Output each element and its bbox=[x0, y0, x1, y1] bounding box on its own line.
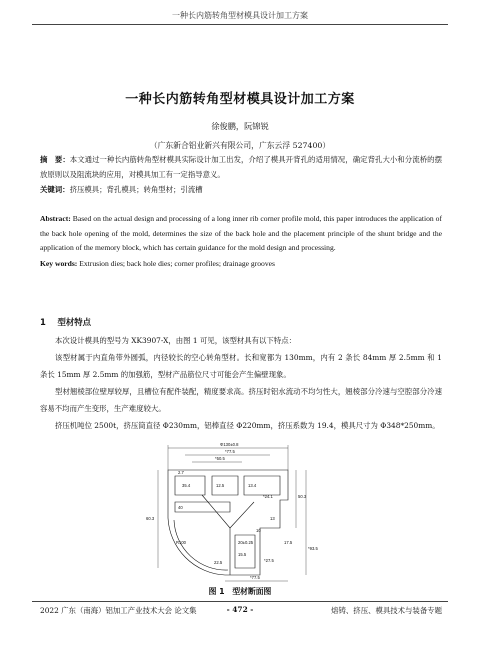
dim-50-5: *50.5 bbox=[215, 456, 225, 461]
dim-77-5: *77.5 bbox=[225, 449, 235, 454]
section-title: 型材特点 bbox=[57, 317, 91, 327]
abstract-en-label: Abstract: bbox=[40, 214, 71, 223]
paper-affiliation: （广东新合铝业新兴有限公司，广东云浮 527400） bbox=[149, 141, 331, 150]
section-number: 1 bbox=[40, 317, 46, 327]
header-rule bbox=[32, 24, 448, 25]
page-number: - 472 - bbox=[226, 605, 254, 614]
dim-12-5: 12.5 bbox=[216, 483, 225, 488]
dim-20: 20±0.25 bbox=[238, 540, 254, 545]
dim-50-3: 50.3 bbox=[298, 494, 307, 499]
keywords-cn bbox=[40, 183, 442, 198]
footer-topic: 熔铸、挤压、模具技术与装备专题 bbox=[331, 606, 442, 615]
abstract-en bbox=[40, 212, 442, 256]
abstract-en-text: Based on the actual design and processing of a long inner rib corner profile mold, this paper introduces the application of the back hole opening of the mold, determines the size of the back hole and the placement principle of the shunt bridge and the application of the memory block, which has certain guidance for the mold design and processing. bbox=[40, 214, 442, 253]
dimension-lines bbox=[158, 445, 306, 581]
paper-authors: 徐俊鹏，阮锦锐 bbox=[211, 121, 269, 131]
abstract-cn bbox=[40, 153, 442, 182]
dim-27-5: *27.5 bbox=[264, 558, 274, 563]
dim-35-4: 35.4 bbox=[182, 483, 191, 488]
dim-2-7: 2.7 bbox=[178, 470, 184, 475]
keywords-cn-label: 关键词： bbox=[40, 185, 70, 194]
paper-title: 一种长内筋转角型材模具设计加工方案 bbox=[125, 92, 355, 107]
figure-caption: 图 1 型材断面图 bbox=[208, 587, 272, 596]
dim-r100: R100 bbox=[176, 540, 187, 545]
body-paragraph: 挤压机吨位 2500t，挤压筒直径 Φ230mm，铝棒直径 Φ220mm，挤压系数为 19.4，模具尺寸为 Φ348*250mm。 bbox=[55, 421, 440, 430]
keywords-cn-text: 挤压模具；背孔模具；转角型材；引流槽 bbox=[69, 185, 203, 194]
dim-22-5: 22.5 bbox=[214, 560, 223, 565]
dim-60-3: 60.3 bbox=[146, 516, 155, 521]
body-paragraph: 型材翘棱部位壁厚较厚，且槽位有配件装配，精度要求高。挤压时铝水流动不均匀性大，翘棱部分冷速与空腔部分冷速容易不均而产生变形，生产难度较大。 bbox=[40, 387, 442, 413]
body-paragraph: 该型材属于内直角带外圆弧，内径较长的空心转角型材。长和宽都为 130mm，内有 2 条长 84mm 厚 2.5mm 和 1 条长 15mm 厚 2.5mm 的加强筋，型材产品筋位尺寸可能会产生偏壁现象。 bbox=[40, 353, 442, 379]
body-paragraph: 本次设计模具的型号为 XK3907-X，由图 1 可见，该型材具有以下特点： bbox=[55, 336, 296, 345]
dim-13: 13 bbox=[270, 516, 275, 521]
dim-15-5: 15.5 bbox=[238, 552, 247, 557]
dim-13-4: 13.4 bbox=[248, 483, 257, 488]
dim-10: 10 bbox=[256, 528, 261, 533]
abstract-cn-text: 本文通过一种长内筋转角型材模具实际设计加工出发，介绍了模具开背孔的适用情况，确定背孔大小和分流桥的摆放原则以及阻流块的应用，对模具加工有一定指导意义。 bbox=[40, 155, 442, 179]
dim-93-5: *93.5 bbox=[308, 546, 318, 551]
dim-24-1: *24.1 bbox=[263, 494, 273, 499]
profile-section-drawing bbox=[130, 440, 320, 585]
dim-top-overall: Φ130±0.8 bbox=[220, 442, 239, 447]
dim-bottom: *77.5 bbox=[250, 575, 260, 580]
section-heading bbox=[40, 316, 91, 328]
footer-rule bbox=[32, 601, 448, 602]
keywords-en bbox=[40, 257, 442, 272]
dim-17-5: 17.5 bbox=[284, 540, 293, 545]
footer-proceedings: 2022 广东（南海）铝加工产业技术大会 论文集 bbox=[40, 606, 197, 615]
abstract-cn-label: 摘 要： bbox=[40, 155, 70, 164]
keywords-en-text: Extrusion dies; back hole dies; corner profiles; drainage grooves bbox=[79, 259, 275, 268]
dim-40: 40 bbox=[178, 505, 183, 510]
running-head: 一种长内筋转角型材模具设计加工方案 bbox=[172, 11, 308, 20]
keywords-en-label: Key words: bbox=[40, 259, 78, 268]
